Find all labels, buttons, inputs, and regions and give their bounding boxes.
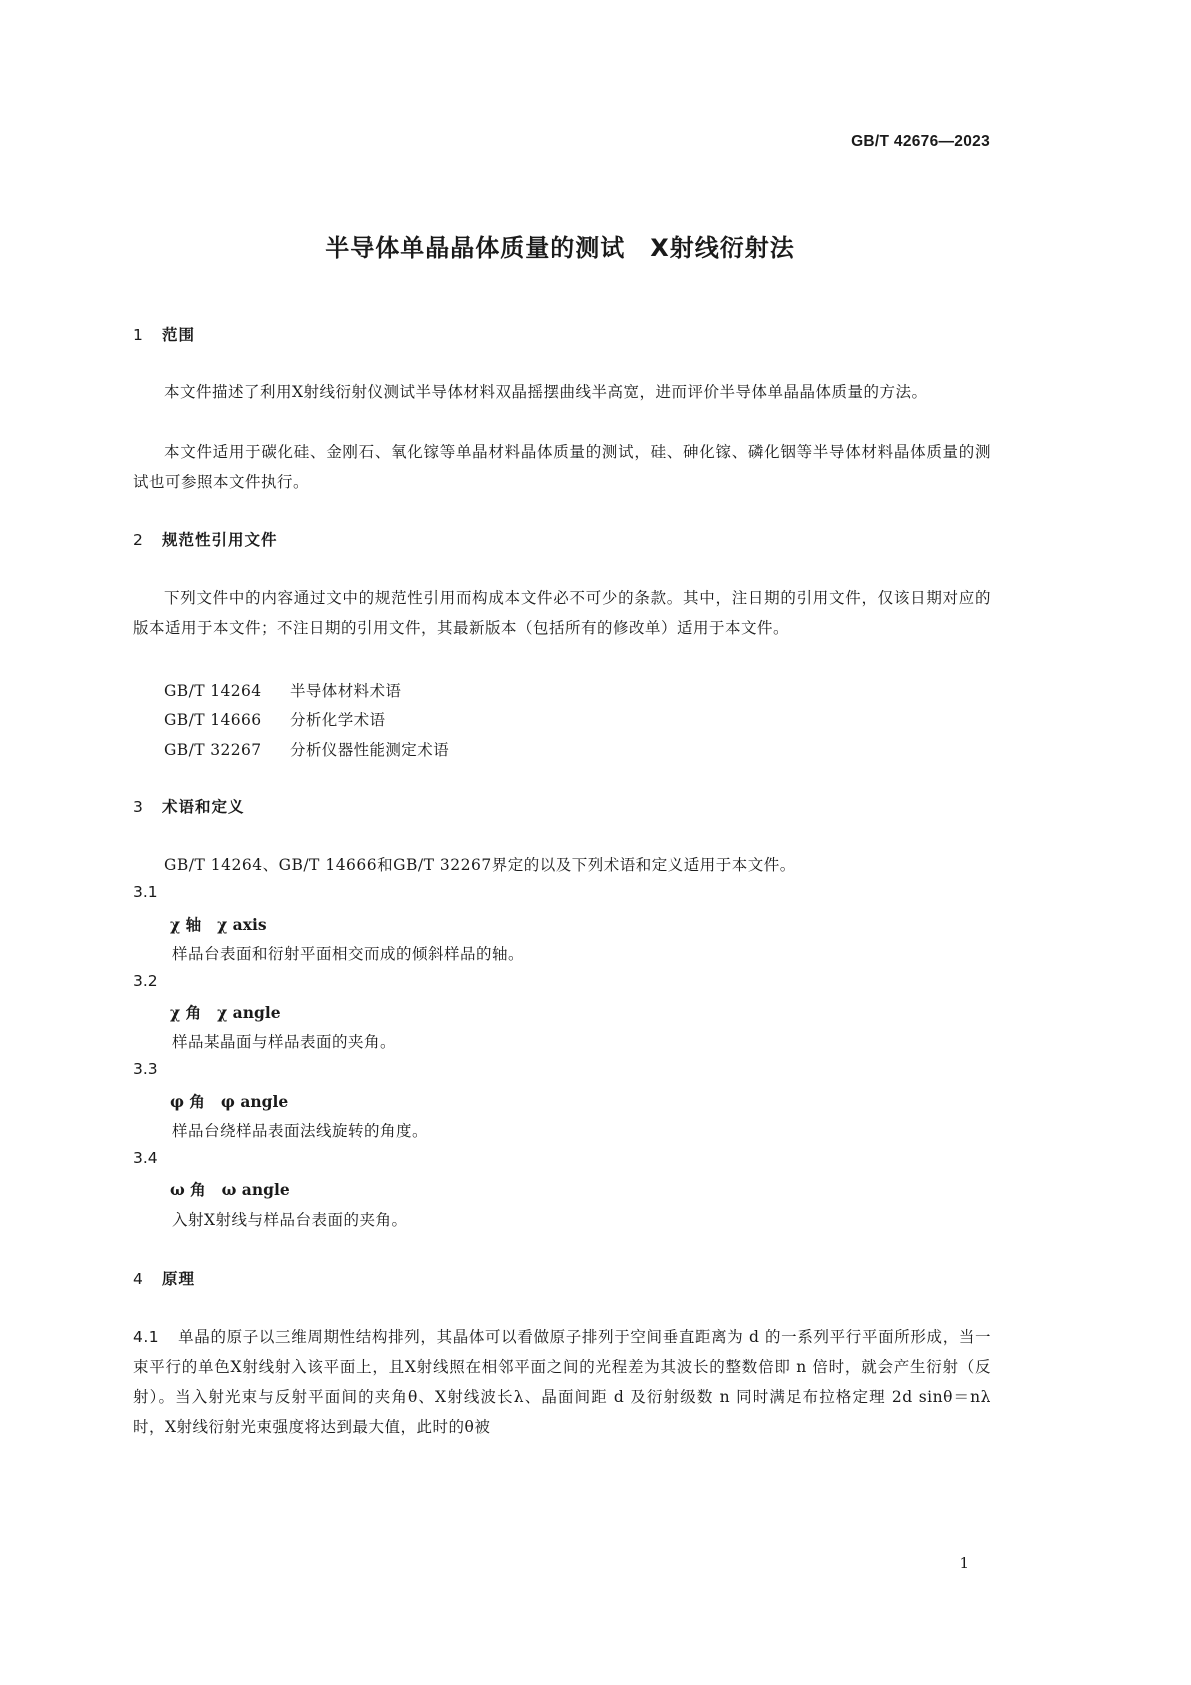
term-heading (170, 1090, 288, 1112)
reference-title: 分析化学术语 (290, 711, 386, 729)
term-number: 3.1 (133, 883, 158, 901)
term-zh: χ 轴 (170, 915, 202, 934)
term-number: 3.4 (133, 1149, 158, 1167)
clause-number: 4.1 (133, 1328, 160, 1346)
term-en: χ axis (217, 915, 267, 934)
term-number: 3.3 (133, 1060, 158, 1078)
term-definition: 样品台绕样品表面法线旋转的角度。 (172, 1122, 429, 1140)
term-zh: ω 角 (170, 1180, 206, 1199)
section-2-intro: 下列文件中的内容通过文中的规范性引用而构成本文件必不可少的条款。其中，注日期的引用文件，仅该日期对应的版本适用于本文件；不注日期的引用文件，其最新版本（包括所有的修改单）适用于本文件。 (133, 589, 991, 637)
section-number: 1 (133, 326, 144, 344)
reference-item (164, 708, 385, 730)
section-title: 原理 (162, 1270, 196, 1288)
term-heading (170, 1001, 281, 1023)
term-zh: χ 角 (170, 1003, 202, 1022)
reference-title: 半导体材料术语 (290, 682, 402, 700)
reference-code: GB/T 14264 (164, 682, 262, 700)
section-number: 4 (133, 1270, 144, 1288)
section-3-heading (133, 795, 245, 817)
document-title: 半导体单晶晶体质量的测试 X射线衍射法 (325, 234, 795, 262)
section-2-heading (133, 528, 278, 550)
reference-code: GB/T 14666 (164, 711, 262, 729)
reference-item (164, 738, 449, 760)
section-number: 3 (133, 798, 144, 816)
section-number: 2 (133, 531, 144, 549)
term-heading (170, 1178, 290, 1200)
reference-item (164, 679, 401, 701)
term-definition: 样品某晶面与样品表面的夹角。 (172, 1033, 397, 1051)
section-4-1-paragraph (133, 1322, 991, 1442)
term-en: ω angle (221, 1180, 290, 1199)
standard-number: GB/T 42676—2023 (851, 133, 990, 150)
term-zh: φ 角 (170, 1092, 205, 1111)
term-heading (170, 913, 267, 935)
section-3-intro: GB/T 14264、GB/T 14666和GB/T 32267界定的以及下列术语和定义适用于本文件。 (164, 856, 796, 874)
term-en: χ angle (217, 1003, 281, 1022)
term-definition: 入射X射线与样品台表面的夹角。 (172, 1211, 408, 1229)
term-definition: 样品台表面和衍射平面相交而成的倾斜样品的轴。 (172, 945, 525, 963)
term-en: φ angle (220, 1092, 289, 1111)
section-1-paragraph-2: 本文件适用于碳化硅、金刚石、氧化镓等单晶材料晶体质量的测试，硅、砷化镓、磷化铟等半导体材料晶体质量的测试也可参照本文件执行。 (133, 443, 991, 491)
section-title: 术语和定义 (162, 798, 245, 816)
reference-code: GB/T 32267 (164, 741, 262, 759)
section-title: 范围 (162, 326, 196, 344)
clause-text: 单晶的原子以三维周期性结构排列，其晶体可以看做原子排列于空间垂直距离为 d 的一系列平行平面所形成，当一束平行的单色X射线射入该平面上，且X射线照在相邻平面之间的光程差为其波长的整数倍即 n 倍时，就会产生衍射（反射）。当入射光束与反射平面间的夹角θ、X射线波长λ、晶面间距 d 及衍射级数 n 同时满足布拉格定理 2d sinθ＝nλ 时，X射线衍射光束强度将达到最大值，此时的θ被 (133, 1328, 991, 1436)
section-4-heading (133, 1267, 195, 1289)
section-1-paragraph-1: 本文件描述了利用X射线衍射仪测试半导体材料双晶摇摆曲线半高宽，进而评价半导体单晶晶体质量的方法。 (164, 383, 928, 401)
section-1-heading (133, 323, 195, 345)
section-title: 规范性引用文件 (162, 531, 278, 549)
reference-title: 分析仪器性能测定术语 (290, 741, 450, 759)
term-number: 3.2 (133, 972, 158, 990)
page-number: 1 (959, 1554, 969, 1572)
